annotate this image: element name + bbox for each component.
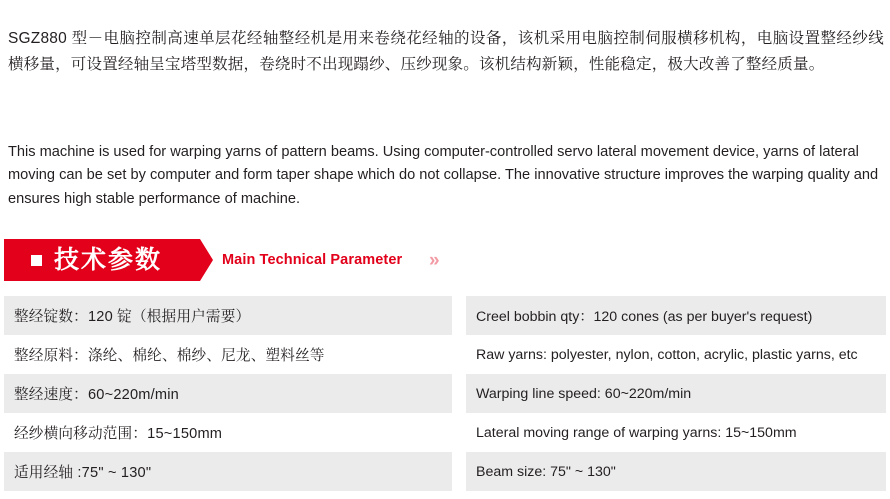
table-row: [4, 374, 886, 413]
table-row: [4, 296, 886, 335]
column-gap: [452, 374, 466, 413]
bullet-square-icon: [31, 255, 42, 266]
parameter-label-chinese: 经纱横向移动范围：15~150mm: [14, 426, 223, 442]
column-gap: [452, 452, 466, 491]
parameter-label-english: Beam size: 75" ~ 130": [466, 452, 886, 491]
intro-paragraph-chinese: SGZ880 型－电脑控制高速单层花经轴整经机是用来卷绕花经轴的设备，该机采用电脑控制伺服横移机构，电脑设置整经纱线横移量，可设置经轴呈宝塔型数据，卷绕时不出现蹋纱、压纱现象。该机结构新颖，性能稳定，极大改善了整经质量。: [8, 29, 884, 73]
parameter-label-english: Creel bobbin qty：120 cones (as per buyer's request): [466, 296, 886, 335]
column-gap: [452, 296, 466, 335]
column-gap: [452, 335, 466, 374]
parameter-label-chinese: 整经锭数：120 锭（根据用户需要）: [4, 296, 452, 335]
intro-paragraph-english: This machine is used for warping yarns of pattern beams. Using computer-controlled servo lateral movement device, yarns of lateral moving can be set by computer and form taper shape which do not collapse. The innovative structure improves the warping quality and ensures high stable performance of machine.: [8, 143, 879, 207]
table-row: [4, 413, 886, 452]
parameter-table: [4, 296, 886, 491]
double-chevron-right-icon: »: [429, 250, 436, 271]
parameter-label-chinese: 整经速度：60~220m/min: [4, 374, 452, 413]
section-header: [4, 239, 884, 281]
table-row: [4, 452, 886, 491]
parameter-label-english: Warping line speed: 60~220m/min: [466, 374, 886, 413]
parameter-label-chinese: 适用经轴 :75" ~ 130": [4, 452, 452, 491]
parameter-label-chinese: 整经原料：涤纶、棉纶、棉纱、尼龙、塑料丝等: [14, 348, 325, 364]
table-row: [4, 335, 886, 374]
parameter-label-english: Lateral moving range of warping yarns: 15~150mm: [476, 424, 797, 441]
section-title-chinese: 技术参数: [54, 246, 163, 274]
section-title-english: Main Technical Parameter: [222, 252, 403, 268]
column-gap: [452, 413, 466, 452]
parameter-label-english: Raw yarns: polyester, nylon, cotton, acrylic, plastic yarns, etc: [476, 346, 858, 363]
